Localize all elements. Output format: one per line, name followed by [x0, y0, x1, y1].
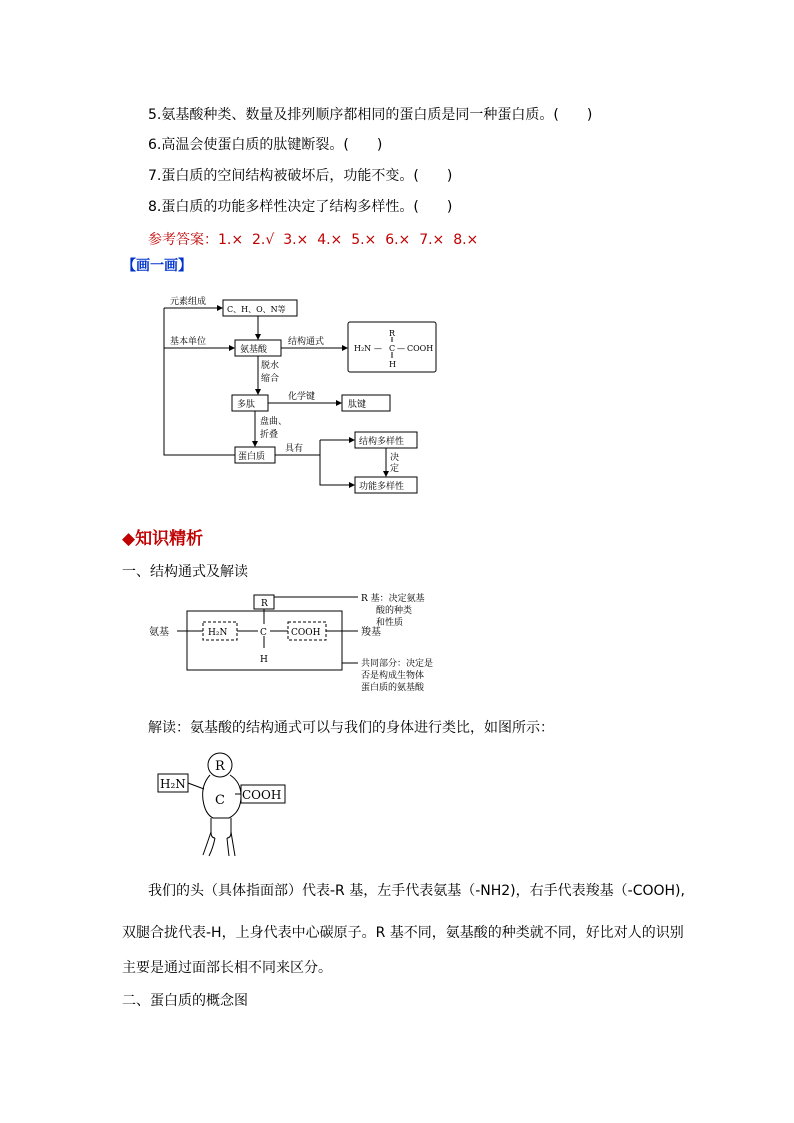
- body-analogy-figure: [155, 752, 290, 860]
- r-note-line-2: 酸的种类: [376, 606, 413, 616]
- draw-section-tag: 【画一画】: [122, 258, 192, 274]
- question-7: 7.蛋白质的空间结构被破坏后，功能不变。( ): [148, 168, 453, 184]
- amino-acid-text: 氨基酸: [240, 345, 268, 355]
- paragraph-line-1: 我们的头（具体指面部）代表-R 基，左手代表氨基（-NH2)，右手代表羧基（-COOH),: [148, 883, 685, 899]
- common-note-line-3: 蛋白质的氨基酸: [361, 683, 425, 693]
- answer-key: [148, 229, 478, 249]
- formula-r: R: [389, 329, 396, 338]
- formula-diagram-h: H: [260, 655, 268, 665]
- protein-text: 蛋白质: [238, 452, 266, 462]
- formula-h: H: [389, 360, 396, 369]
- paragraph-line-2: 双腿合拢代表-H，上身代表中心碳原子。R 基不同，氨基酸的种类就不同，好比对人的识别: [122, 925, 684, 941]
- loop-line: [164, 308, 235, 455]
- common-note-line-1: 共同部分：决定是: [361, 659, 434, 669]
- formula-diagram-cooh: COOH: [291, 628, 321, 638]
- answer-item: 8.×: [453, 232, 479, 248]
- left-leg: [203, 832, 215, 856]
- formula-cooh: COOH: [407, 344, 434, 353]
- r-note-line-3: 和性质: [376, 618, 404, 628]
- general-formula-label: 结构通式: [288, 337, 325, 347]
- diamond-icon: ◆: [122, 529, 136, 549]
- knowledge-title-text: 知识精析: [135, 529, 204, 549]
- has-label: 具有: [285, 444, 304, 454]
- elements-text: C、H、O、N等: [227, 305, 286, 314]
- body-r: R: [215, 759, 225, 774]
- answer-item: 7.×: [419, 232, 445, 248]
- formula-diagram-h2n: H₂N: [208, 628, 228, 638]
- decides-label-2: 定: [390, 464, 400, 474]
- formula-diagram-c: C: [260, 628, 267, 638]
- answer-item: 3.×: [283, 232, 309, 248]
- interpretation-text: 解读：氨基酸的结构通式可以与我们的身体进行类比，如图所示：: [148, 720, 554, 736]
- answer-item: 5.×: [351, 232, 377, 248]
- answer-item: 1.×: [218, 232, 244, 248]
- protein-concept-map: [150, 290, 450, 500]
- formula-dash: —: [374, 344, 382, 353]
- elements-label: 元素组成: [170, 297, 207, 307]
- answer-label: 参考答案：: [148, 232, 218, 248]
- formula-dash: —: [397, 344, 405, 353]
- question-6: 6.高温会使蛋白质的肽键断裂。( ): [148, 137, 383, 153]
- function-diversity-text: 功能多样性: [359, 482, 405, 492]
- question-8: 8.蛋白质的功能多样性决定了结构多样性。( ): [148, 199, 453, 215]
- amino-label: 氨基: [149, 627, 169, 638]
- carboxyl-label: 羧基: [361, 627, 381, 638]
- general-formula-diagram: [145, 590, 455, 700]
- r-note-line-1: R 基：决定氨基: [361, 594, 425, 604]
- answer-item: 6.×: [385, 232, 411, 248]
- basic-unit-label: 基本单位: [170, 337, 207, 347]
- decides-label-1: 决: [390, 453, 400, 463]
- knowledge-title: [122, 524, 203, 549]
- question-5: 5.氨基酸种类、数量及排列顺序都相同的蛋白质是同一种蛋白质。( ): [148, 107, 593, 123]
- dehydration-label-1: 脱水: [261, 361, 280, 371]
- formula-c: C: [389, 344, 396, 353]
- body-c: C: [215, 793, 225, 808]
- hips: [211, 818, 231, 838]
- body-h2n: H₂N: [160, 777, 186, 791]
- structure-diversity-text: 结构多样性: [359, 437, 405, 447]
- fold-label-1: 盘曲、: [260, 417, 288, 427]
- peptide-bond-text: 肽键: [348, 400, 367, 410]
- body-cooh: COOH: [242, 788, 282, 802]
- answer-item: 4.×: [317, 232, 343, 248]
- section-1-title: 一、结构通式及解读: [122, 564, 248, 580]
- paragraph-line-3: 主要是通过面部长相不同来区分。: [122, 960, 332, 976]
- fold-label-2: 折叠: [260, 430, 279, 440]
- formula-diagram-r: R: [261, 599, 268, 609]
- common-note-line-2: 否是构成生物体: [361, 671, 425, 681]
- chemical-bond-label: 化学键: [288, 392, 316, 402]
- answer-item: 2.√: [252, 232, 275, 248]
- polypeptide-text: 多肽: [237, 400, 256, 410]
- dehydration-label-2: 缩合: [261, 374, 280, 384]
- formula-h2n: H₂N: [354, 344, 372, 353]
- section-2-title: 二、蛋白质的概念图: [122, 993, 248, 1009]
